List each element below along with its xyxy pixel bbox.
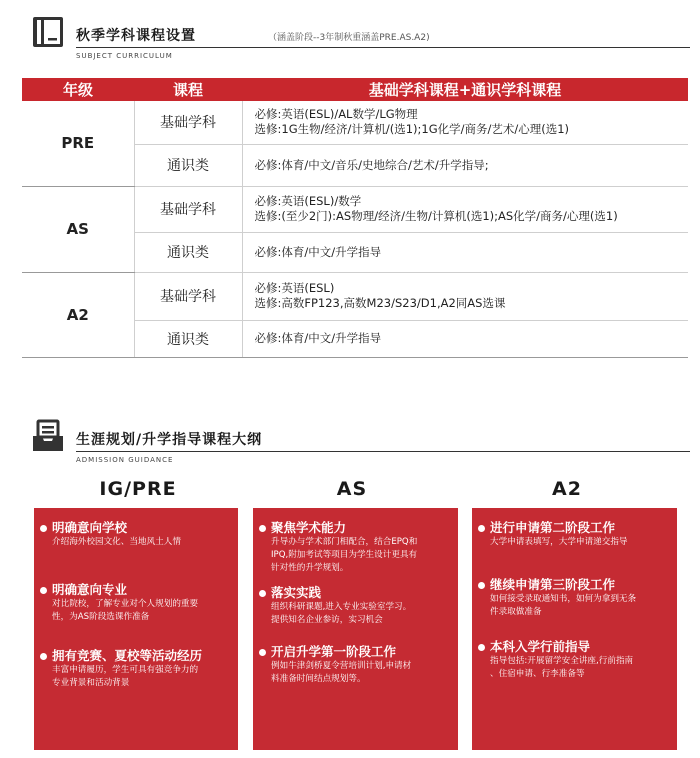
bullet-dot	[259, 649, 266, 656]
grade-cell: AS	[22, 186, 134, 272]
item-desc: 对比院校，了解专业对个人规划的重要 性，为AS阶段选课作准备	[52, 599, 199, 622]
column-title-ig-pre: IG/PRE	[99, 478, 177, 500]
detail-line: 必修:英语(ESL)	[254, 281, 335, 295]
detail-line: 必修:体育/中文/升学指导	[254, 244, 382, 259]
grade-cell: A2	[22, 272, 134, 357]
item-title: 聚焦学术能力	[271, 520, 347, 535]
detail-line: 选修:1G生物/经济/计算机/(选1);1G化学/商务/艺术/心理(选1)	[254, 122, 570, 137]
course-cell: 通识类	[134, 144, 242, 186]
detail-line: 选修:高数FP123,高数M23/S23/D1,A2同AS选课	[254, 296, 506, 310]
item-desc: 如何接受录取通知书，如何为拿到无条 件录取做准备	[490, 594, 637, 617]
detail-line: 必修:英语(ESL)/数学	[254, 194, 362, 208]
bullet-dot	[259, 525, 266, 532]
item-title: 拥有竞赛、夏校等活动经历	[52, 648, 203, 663]
guidance-section-header	[30, 418, 690, 468]
course-cell: 通识类	[134, 232, 242, 272]
guidance-header-line	[76, 451, 690, 452]
subject-detail-cell	[242, 320, 688, 357]
guidance-item	[259, 644, 452, 686]
curriculum-stage-note: （涵盖阶段--3年制秋重涵盖PRE.AS.A2)	[268, 33, 430, 43]
item-title: 开启升学第一阶段工作	[271, 644, 397, 659]
curriculum-header-line	[76, 47, 690, 48]
notebook-icon	[30, 14, 66, 50]
header-course: 课程	[134, 78, 242, 101]
detail-line: 必修:体育/中文/音乐/史地综合/艺术/升学指导;	[254, 157, 489, 172]
guidance-item	[40, 520, 232, 549]
item-desc: 指导包括:开展留学安全讲座,行前指南 、住宿申请、行李准备等	[490, 656, 634, 679]
guidance-box-a2	[472, 508, 677, 750]
header-subjects: 基础学科课程+通识学科课程	[242, 78, 688, 101]
column-title-a2: A2	[552, 478, 582, 500]
guidance-item	[259, 520, 452, 575]
bullet-dot	[259, 590, 266, 597]
item-desc: 大学申请表填写，大学申请递交指导	[490, 537, 628, 547]
item-title: 明确意向专业	[52, 582, 128, 597]
guidance-box-as	[253, 508, 458, 750]
subject-detail-cell	[242, 232, 688, 272]
guidance-box-ig-pre	[34, 508, 238, 750]
bullet-dot	[40, 587, 47, 594]
bullet-dot	[478, 525, 485, 532]
item-title: 进行申请第二阶段工作	[490, 520, 616, 535]
item-title: 落实实践	[271, 585, 322, 600]
table-row	[22, 272, 688, 320]
inbox-tray-icon	[30, 418, 66, 454]
course-cell: 基础学科	[134, 101, 242, 144]
grade-cell: PRE	[22, 101, 134, 186]
bullet-dot	[478, 644, 485, 651]
bullet-dot	[40, 525, 47, 532]
item-desc: 组织科研课题,进入专业实验室学习。 提供知名企业参访，实习机会	[271, 602, 412, 625]
item-desc: 升导办与学术部门相配合，结合EPQ和 IPQ,附加考试等项目为学生设计更具有 针对性的升学规划。	[271, 537, 418, 573]
header-grade: 年级	[22, 78, 134, 101]
table-header-row	[22, 78, 688, 101]
bullet-dot	[40, 653, 47, 660]
subject-detail-cell	[242, 186, 688, 232]
item-desc: 例如牛津剑桥夏令营培训计划,申请材 料准备时间结点规划等。	[271, 661, 412, 684]
detail-line: 必修:英语(ESL)/AL数学/LG物理	[254, 107, 418, 122]
curriculum-subtitle: SUBJECT CURRICULUM	[76, 52, 173, 60]
subject-detail-cell	[242, 101, 688, 144]
item-title: 明确意向学校	[52, 520, 128, 535]
guidance-item	[259, 585, 452, 627]
guidance-subtitle: ADMISSION GUIDANCE	[76, 456, 174, 464]
course-cell: 基础学科	[134, 186, 242, 232]
guidance-item	[478, 639, 671, 681]
table-row	[22, 186, 688, 232]
curriculum-title: 秋季学科课程设置	[76, 28, 196, 44]
guidance-title: 生涯规划/升学指导课程大纲	[76, 432, 263, 448]
course-cell: 基础学科	[134, 272, 242, 320]
column-title-as: AS	[336, 478, 368, 500]
detail-line: 选修:(至少2门):AS物理/经济/生物/计算机(选1);AS化学/商务/心理(选1)	[254, 209, 618, 223]
guidance-item	[478, 577, 671, 619]
guidance-item	[478, 520, 671, 549]
item-title: 继续申请第三阶段工作	[490, 577, 616, 592]
table-row	[22, 101, 688, 144]
guidance-item	[40, 648, 232, 690]
subject-detail-cell	[242, 144, 688, 186]
curriculum-table	[22, 78, 688, 358]
detail-line: 必修:体育/中文/升学指导	[254, 331, 382, 345]
bullet-dot	[478, 582, 485, 589]
item-title: 本科入学行前指导	[490, 639, 591, 654]
item-desc: 丰富申请履历，学生可具有强竞争力的 专业背景和活动背景	[52, 665, 199, 688]
item-desc: 介绍海外校园文化、当地风土人情	[52, 537, 181, 547]
subject-detail-cell	[242, 272, 688, 320]
guidance-item	[40, 582, 232, 624]
course-cell: 通识类	[134, 320, 242, 357]
curriculum-section-header	[30, 14, 690, 64]
